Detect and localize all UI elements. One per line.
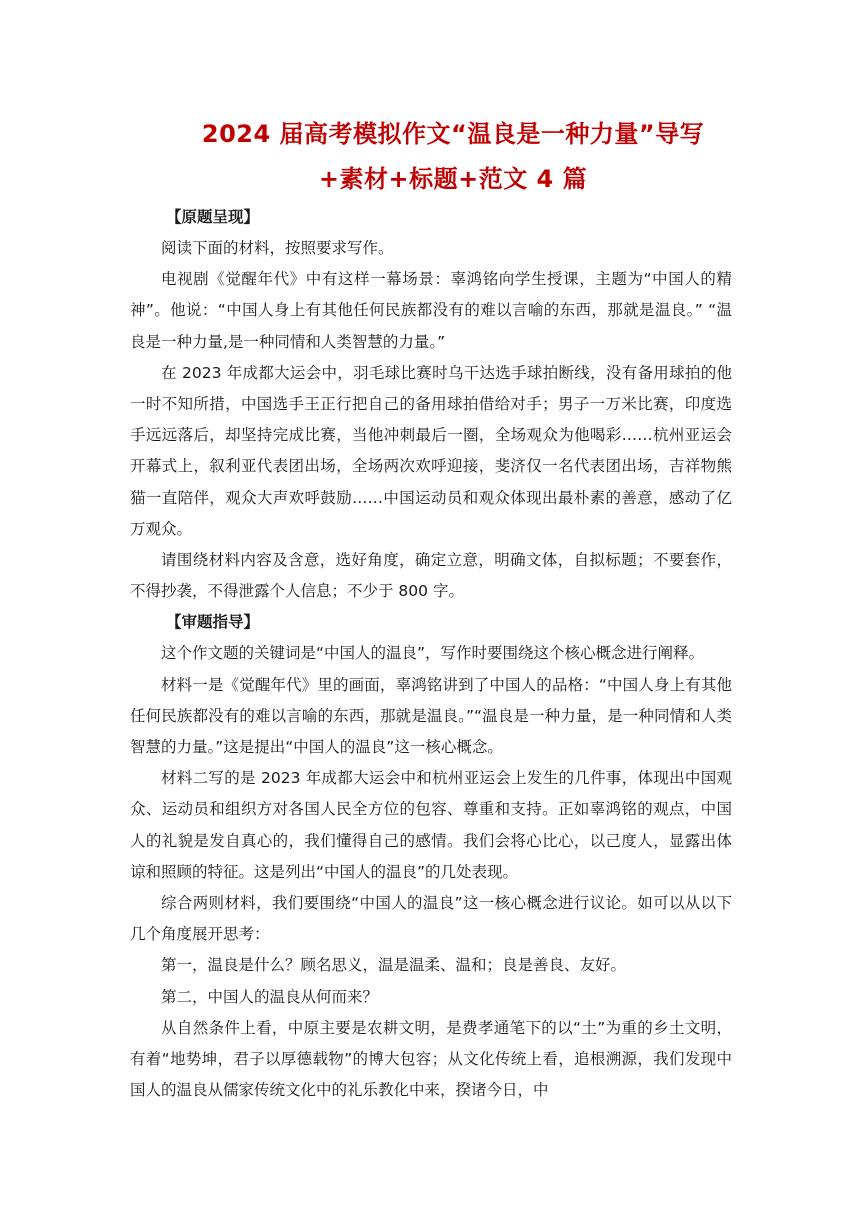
paragraph: 材料一是《觉醒年代》里的画面，辜鸿铭讲到了中国人的品格：“中国人身上有其他任何民族都没有的难以言喻的东西，那就是温良。”“温良是一种力量，是一种同情和人类智慧的力量。”这是提出“中国人的温良”这一核心概念。 [130,675,732,757]
paragraph: 综合两则材料，我们要围绕“中国人的温良”这一核心概念进行议论。如可以从以下几个角度展开思考： [130,894,732,944]
section-original-question [130,202,732,607]
document-title [130,112,732,202]
paragraph: 从自然条件上看，中原主要是农耕文明，是费孝通笔下的以“土”为重的乡土文明，有着“地势坤，君子以厚德载物”的博大包容；从文化传统上看，追根溯源，我们发现中国人的温良从儒家传统文化中的礼乐教化中来，揆诸今日，中 [130,1018,732,1100]
paragraph: 在 2023 年成都大运会中，羽毛球比赛时乌干达选手球拍断线，没有备用球拍的他一时不知所措，中国选手王正行把自己的备用球拍借给对手；男子一万米比赛，印度选手远远落后，却坚持完成比赛，当他冲刺最后一圈，全场观众为他喝彩……杭州亚运会开幕式上，叙利亚代表团出场，全场两次欢呼迎接，斐济仅一名代表团出场，吉祥物熊猫一直陪伴，观众大声欢呼鼓励……中国运动员和观众体现出最朴素的善意，感动了亿万观众。 [130,363,732,538]
paragraph: 第一，温良是什么？顾名思义，温是温柔、温和；良是善良、友好。 [161,956,627,975]
paragraph: 电视剧《觉醒年代》中有这样一幕场景：辜鸿铭向学生授课，主题为“中国人的精神”。他说：“中国人身上有其他任何民族都没有的难以言喻的东西，那就是温良。” “温良是一种力量,是一种同情和人类智慧的力量。” [130,270,732,351]
title-line-2: +素材+标题+范文 4 篇 [318,165,588,193]
title-line-1: 2024 届高考模拟作文“温良是一种力量”导写 [201,120,705,148]
paragraph: 请围绕材料内容及含意，选好角度，确定立意，明确文体，自拟标题；不要套作，不得抄袭，不得泄露个人信息；不少于 800 字。 [130,551,732,601]
section-heading-guidance: 【审题指导】 [166,613,260,632]
paragraph: 阅读下面的材料，按照要求写作。 [161,239,394,257]
section-heading-original: 【原题呈现】 [166,208,260,226]
section-guidance [130,607,732,1106]
paragraph: 这个作文题的关键词是“中国人的温良”，写作时要围绕这个核心概念进行阐释。 [161,644,705,663]
paragraph: 第二，中国人的温良从何而来？ [161,987,379,1006]
paragraph: 材料二写的是 2023 年成都大运会中和杭州亚运会上发生的几件事，体现出中国观众、运动员和组织方对各国人民全方位的包容、尊重和支持。正如辜鸿铭的观点，中国人的礼貌是发自真心的，我们懂得自己的感情。我们会将心比心，以己度人，显露出体谅和照顾的特征。这是列出“中国人的温良”的几处表现。 [130,769,732,881]
